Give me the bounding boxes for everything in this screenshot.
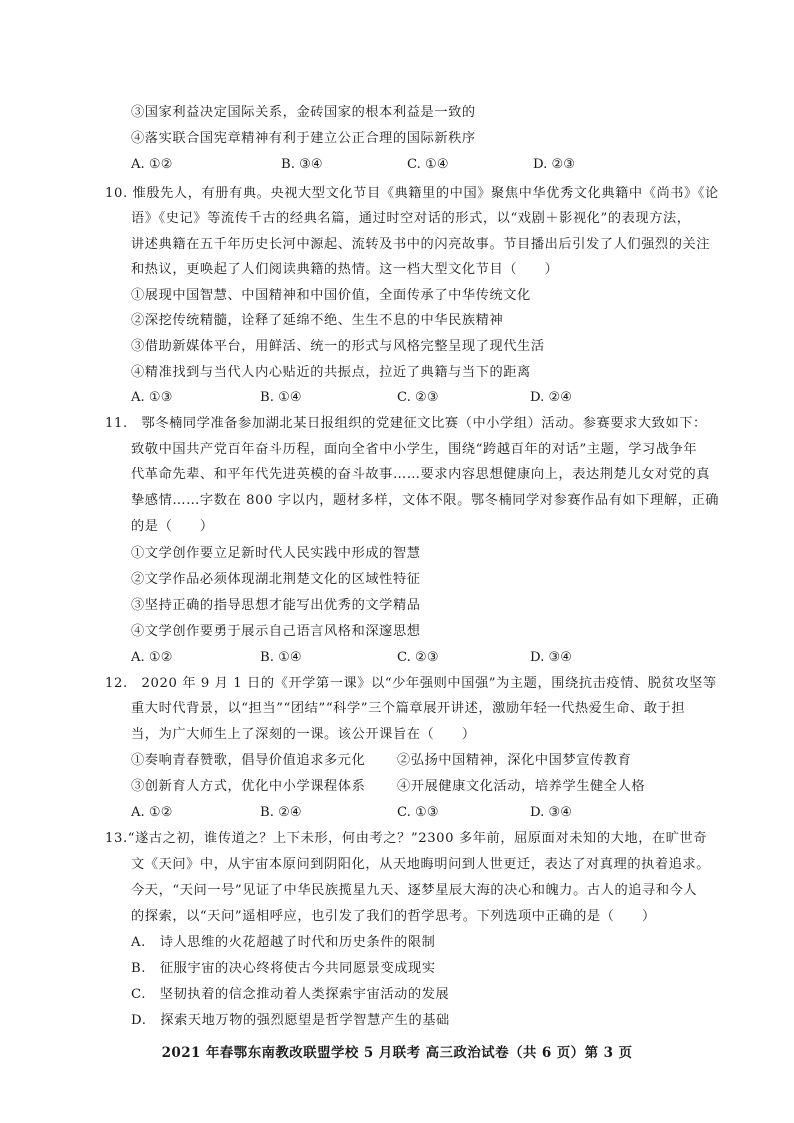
q9-statement-3: ③国家利益决定国际关系，金砖国家的根本利益是一致的 [131, 105, 476, 120]
option-c: C. ②③ [397, 390, 439, 405]
q11-statement-4: ④文学创作要勇于展示自己语言风格和深邃思想 [131, 624, 421, 639]
q12-line-2: 重大时代背景，以“担当”“团结”“科学”三个篇章展开讲述，激励年轻一代热爱生命、敢于担 [131, 701, 686, 716]
q11-statement-2: ②文学作品必须体现湖北荆楚文化的区域性特征 [131, 572, 421, 587]
q11-line-1: 11. 鄂冬楠同学准备参加湖北某日报组织的党建征文比赛（中小学组）活动。参赛要求大致如下： [105, 416, 707, 431]
q10-statement-2: ②深挖传统精髓，诠释了延绵不绝、生生不息的中华民族精神 [131, 313, 504, 328]
q11-statement-1: ①文学创作要立足新时代人民实践中形成的智慧 [131, 546, 421, 561]
option-a: A. ①② [131, 157, 173, 172]
q13-option-c: C. 坚韧执着的信念推动着人类探索宇宙活动的发展 [131, 987, 450, 1002]
q13-line-2: 文《天问》中，从宇宙本原问到阴阳化，从天地晦明问到人世更迁，表达了对真理的执着追求。 [131, 857, 711, 872]
q12-line-3: 当，为广大师生上了深刻的一课。该公开课旨在（ ） [131, 727, 476, 742]
q11-line-3: 代革命先辈、和平年代先进英模的奋斗故事……要求内容思想健康向上，表达荆楚儿女对党的真 [131, 467, 711, 482]
option-b: B. ①④ [260, 390, 302, 405]
option-d: D. ③④ [530, 805, 573, 820]
q10-statement-4: ④精准找到与当代人内心贴近的共振点，拉近了典籍与当下的距离 [131, 365, 531, 380]
q12-statement-3: ③创新育人方式，优化中小学课程体系 [131, 779, 366, 794]
q13-option-a: A. 诗人思维的火花超越了时代和历史条件的限制 [131, 935, 436, 950]
option-a: A. ①③ [131, 390, 173, 405]
q11-line-2: 致敬中国共产党百年奋斗历程，面向全省中小学生，围绕“跨越百年的对话”主题，学习战争年 [131, 442, 698, 457]
option-a: A. ①② [131, 650, 173, 665]
q10-line-3: 讲述典籍在五千年历史长河中源起、流转及书中的闪亮故事。节目播出后引发了人们强烈的关注 [131, 237, 711, 252]
q13-option-b: B. 征服宇宙的决心终将使古今共同愿景变成现实 [131, 961, 436, 976]
q12-line-1: 12. 2020 年 9 月 1 日的《开学第一课》以“少年强则中国强”为主题，围绕抗击疫情、脱贫攻坚等 [105, 676, 717, 691]
q10-statement-1: ①展现中国智慧、中国精神和中国价值，全面传承了中华传统文化 [131, 288, 531, 303]
option-a: A. ①② [131, 805, 173, 820]
q13-line-1: 13.“遂古之初，谁传道之？上下未形，何由考之？”2300 多年前，屈原面对未知的大地，在旷世奇 [105, 831, 708, 846]
q13-line-4: 的探索，以“天问”遥相呼应，也引发了我们的哲学思考。下列选项中正确的是（ ） [131, 909, 656, 924]
q11-line-4: 挚感情……字数在 800 字以内，题材多样，文体不限。鄂冬楠同学对参赛作品有如下理解，正确 [131, 493, 720, 508]
q11-line-5: 的是（ ） [131, 519, 214, 534]
option-b: B. ①④ [260, 650, 302, 665]
q13-option-d: D. 探索天地万物的强烈愿望是哲学智慧产生的基础 [131, 1013, 450, 1028]
option-d: D. ③④ [530, 650, 573, 665]
option-c: C. ②③ [397, 650, 439, 665]
option-b: B. ③④ [281, 157, 323, 172]
option-b: B. ②④ [260, 805, 302, 820]
q10-line-1: 10. 惟殷先人，有册有典。央视大型文化节目《典籍里的中国》聚焦中华优秀文化典籍中《尚书》《论 [105, 186, 719, 201]
q12-statement-1: ①奏响青春赞歌，倡导价值追求多元化 [131, 753, 366, 768]
q13-line-3: 今天，“天问一号”见证了中华民族揽星九天、逐梦星辰大海的决心和魄力。古人的追寻和今人 [131, 883, 698, 898]
option-d: D. ②④ [530, 390, 573, 405]
option-d: D. ②③ [533, 157, 576, 172]
q10-line-2: 语》《史记》等流传千古的经典名篇，通过时空对话的形式，以“戏剧＋影视化”的表现方法， [131, 211, 691, 226]
q12-statement-2: ②弘扬中国精神，深化中国梦宣传教育 [397, 753, 632, 768]
q12-statement-4: ④开展健康文化活动，培养学生健全人格 [397, 779, 646, 794]
q10-statement-3: ③借助新媒体平台，用鲜活、统一的形式与风格完整呈现了现代生活 [131, 339, 545, 354]
page-footer: 2021 年春鄂东南教改联盟学校 5 月联考 高三政治试卷（共 6 页）第 3 页 [161, 1045, 633, 1061]
q10-line-4: 和热议，更唤起了人们阅读典籍的热情。这一档大型文化节目（ ） [131, 262, 559, 277]
q9-statement-4: ④落实联合国宪章精神有利于建立公正合理的国际新秩序 [131, 131, 476, 146]
option-c: C. ①③ [397, 805, 439, 820]
option-c: C. ①④ [407, 157, 449, 172]
q11-statement-3: ③坚持正确的指导思想才能写出优秀的文学精品 [131, 598, 421, 613]
